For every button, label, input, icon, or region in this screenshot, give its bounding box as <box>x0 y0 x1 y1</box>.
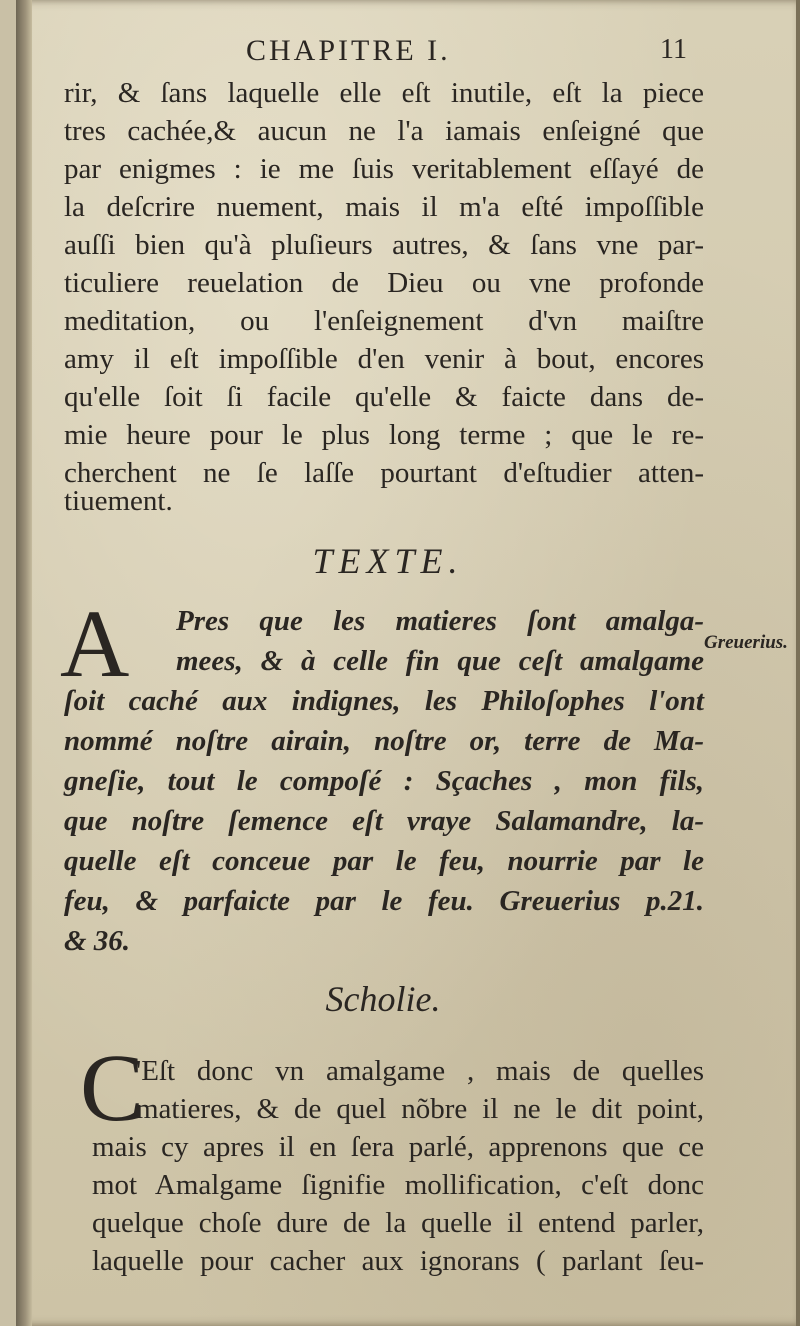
quote-line: quelle eſt conceue par le feu, nourrie par le <box>64 845 704 877</box>
body-line: 'Eſt donc vn amalgame , mais de quelles <box>136 1055 704 1087</box>
quote-line: nommé noſtre airain, noſtre or, terre de Ma- <box>64 725 704 757</box>
body-line: rir, & ſans laquelle elle eſt inutile, eſt la piece <box>64 77 704 109</box>
body-line: quelque choſe dure de la quelle il entend parler, <box>92 1207 704 1239</box>
book-page <box>16 0 800 1326</box>
body-line: ticuliere reuelation de Dieu ou vne profonde <box>64 267 704 299</box>
quote-line: mees, & à celle fin que ceſt amalgame <box>176 645 704 677</box>
body-line: mie heure pour le plus long terme ; que le re- <box>64 419 704 451</box>
book-gutter <box>16 0 32 1326</box>
body-line: laquelle pour cacher aux ignorans ( parlant ſeu- <box>92 1245 704 1277</box>
quote-line: feu, & parfaicte par le feu. Greuerius p.21. <box>64 885 704 917</box>
quote-line: Pres que les matieres ſont amalga- <box>176 605 704 637</box>
quote-line: & 36. <box>64 925 131 957</box>
body-line: mais cy apres il en ſera parlé, apprenons que ce <box>92 1131 704 1163</box>
body-line: par enigmes : ie me ſuis veritablement eſſayé de <box>64 153 704 185</box>
page-edge <box>796 0 800 1326</box>
drop-capital: A <box>60 590 130 697</box>
section-heading-texte: TEXTE. <box>312 541 464 581</box>
body-line: qu'elle ſoit ſi facile qu'elle & faicte dans de- <box>64 381 704 413</box>
body-line: tres cachée,& aucun ne l'a iamais enſeigné que <box>64 115 704 147</box>
body-line: la deſcrire nuement, mais il m'a eſté impoſſible <box>64 191 704 223</box>
drop-capital: C <box>80 1034 145 1141</box>
margin-note: Greuerius. <box>704 632 788 653</box>
body-line: amy il eſt impoſſible d'en venir à bout, encores <box>64 343 704 375</box>
page-number: 11 <box>660 34 687 65</box>
body-line: meditation, ou l'enſeignement d'vn maiſtre <box>64 305 704 337</box>
quote-line: que noſtre ſemence eſt vraye Salamandre, la- <box>64 805 704 837</box>
body-line: tiuement. <box>64 485 173 517</box>
chapter-title: CHAPITRE I. <box>246 34 451 67</box>
quote-line: gneſie, tout le compoſé : Sçaches , mon fils, <box>64 765 704 797</box>
quote-line: ſoit caché aux indignes, les Philoſophes l'ont <box>64 685 704 717</box>
body-line: mot Amalgame ſignifie mollification, c'eſt donc <box>92 1169 704 1201</box>
section-heading-scholie: Scholie. <box>325 979 441 1019</box>
body-line: auſſi bien qu'à pluſieurs autres, & ſans vne par- <box>64 229 704 261</box>
body-line: cherchent ne ſe laſſe pourtant d'eſtudier atten- <box>64 457 704 489</box>
body-line: matieres, & de quel nõbre il ne le dit point, <box>136 1093 704 1125</box>
